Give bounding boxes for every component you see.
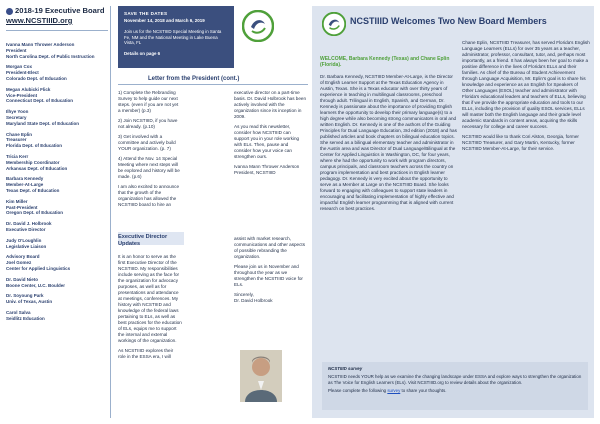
board-member-role: Boone Center, U.C. Boulder — [6, 282, 66, 288]
logo-icon — [6, 8, 13, 15]
director-closing: Sincerely, — [234, 292, 254, 297]
executive-board-sidebar — [6, 6, 111, 418]
letter-paragraph: 4) Attend the Nov. 14 Special Meeting where next steps will be explored and history will be made. (p.6) — [118, 156, 180, 179]
website-link[interactable]: www.NCSTIIID.org — [6, 16, 73, 25]
board-member — [6, 87, 108, 104]
banner-dates: November 14, 2018 and March 6, 2019 — [124, 18, 205, 23]
letter-paragraph: 2) Join NCSTIIID, if you have not already. (p.10) — [118, 118, 178, 129]
board-member-role: Past-President — [6, 204, 38, 210]
director-column-1 — [118, 254, 182, 364]
board-member-role: Univ. of Texas, Austin — [6, 299, 53, 305]
board-member-role: Secretary — [6, 114, 27, 120]
board-member — [6, 109, 108, 126]
board-member-org: North Carolina Dept. of Public Instruction — [6, 53, 95, 59]
survey-body: NCSTIIID needs YOUR help as we examine the changing landscape under ESSA and explore ways to strengthen the organization as The Voice for English Learners (ELs). Visit NCSTIIID.org to review details about the organization. — [328, 373, 582, 385]
board-member-name: Advisory Board — [6, 254, 40, 260]
board-member-org: Texas Dept. of Education — [6, 187, 60, 193]
kennedy-bio: Dr. Barbara Kennedy, NCSTIIID Member-At-Large, is the Director of English Learner Support at the Texas Education Agency in Austin, Texas. She is a Texas educator with over thirty years of experience in teaching in multilingual classrooms, preschool through adult. Trilingual in English, Spanish, and German, Dr. Kennedy is passionate about the importance of providing English learners the opportunity to develop their primary language(s) to a high degree while also becoming strong communicators in oral and written English. Dr. Kennedy is one of the authors of the Guiding Principles for Dual Language Education, 3rd edition (2018) and has published articles and book chapters on bilingual education topics. She served as a bilingual elementary teacher and administrator in the Austin area and was Director of Dual Language/Bilingual at the Center for Applied Linguistics in Washington, DC, for four years, where she had the opportunity to work with program directors, campus principals, and classroom teachers across the country on program implementation and best practices in English learner pedagogy. Dr. Kennedy is very excited about the opportunity to serve as a Member at Large on the NCSTIIID Board. She looks forward to engaging with colleagues to support state leaders in encouraging and facilitating implementation of highly effective and impactful English learner programming that is aligned with current research on best practices. — [320, 74, 457, 212]
director-column-2 — [234, 236, 306, 308]
board-title: 2018-19 Executive Board — [15, 6, 105, 15]
board-member — [6, 221, 108, 233]
board-member-role: Executive Director — [6, 226, 46, 232]
survey-cta-text: Please complete the following — [328, 388, 387, 394]
thanks-paragraph: NCSTIIID would like to thank Cori Alston, Georgia, former NCSTIIID Treasurer, and Gary Martin, Kentucky, former NCSTIIID Member-At-Large, for their service. — [462, 134, 579, 151]
survey-callout — [322, 362, 588, 410]
board-member — [6, 293, 108, 305]
letter-paragraph: 1) Complete the Rebranding Survey to help guide our next steps. (even if you are not yet a member) (p.3) — [118, 90, 179, 113]
board-member-role: President-Elect — [6, 70, 39, 76]
board-member — [6, 42, 108, 59]
board-member-name: Kim Miller — [6, 198, 28, 204]
kennedy-column — [320, 56, 458, 216]
board-member-name: Barbara Kennedy — [6, 176, 44, 182]
board-member-role: Treasurer — [6, 137, 27, 143]
divider — [6, 30, 108, 31]
board-member-name: Judy O'Loughlin — [6, 237, 42, 243]
board-member — [6, 277, 108, 289]
board-member — [6, 254, 108, 271]
board-member-role: Joel Gomez — [6, 260, 32, 266]
letter-paragraph: As you read this newsletter, consider how NCSTIIID can support you in your role working with ELs. Then, pause and consider how your voice can strengthen ours. — [234, 124, 300, 159]
board-member-role: Legislative Liaison — [6, 243, 47, 249]
director-paragraph: Please join us in November and throughout the year as we strengthen the NCSTIIID voice for ELs. — [234, 264, 303, 287]
board-member-org: Center for Applied Linguistics — [6, 265, 71, 271]
letter-heading: Letter from the President (cont.) — [148, 76, 240, 82]
board-member-name: Carol Salva — [6, 309, 31, 315]
board-member-role: Membership Coordinator — [6, 159, 60, 165]
ncstiiid-logo-icon — [242, 10, 274, 42]
board-member — [6, 310, 108, 322]
survey-title: NCSTIIID survey — [328, 366, 363, 371]
board-member-name: Tricia Kerr — [6, 153, 29, 159]
board-member — [6, 132, 108, 149]
banner-body: Join us for the NCSTIIID Special Meeting in Santa Fe, NM and the National Meeting in Lake Buena Vista, FL — [124, 29, 222, 46]
board-member-role: Seidlitz Education — [6, 315, 45, 321]
board-member-name: Megan Alubicki Flick — [6, 86, 51, 92]
board-member — [6, 199, 108, 216]
director-paragraph: assist with market research, communications and other aspects of possible rebranding the organization. — [234, 236, 305, 259]
board-member-org: Arkansas Dept. of Education — [6, 165, 68, 171]
eplin-column — [462, 40, 590, 156]
board-member-name: Dr. Soyoung Park — [6, 293, 44, 299]
board-member-name: Morgan Cox — [6, 64, 33, 70]
board-member-name: Dr. David J. Holbrook — [6, 221, 52, 227]
board-member-org: Colorado Dept. of Education — [6, 75, 67, 81]
letter-column-2 — [234, 90, 306, 180]
letter-signature-title: President, NCSTIIID — [234, 170, 276, 175]
survey-cta — [328, 388, 582, 394]
board-member-org: Florida Dept. of Education — [6, 143, 62, 149]
board-member-role: President — [6, 47, 27, 53]
board-member-role: Member-At-Large — [6, 182, 44, 188]
welcome-line: WELCOME, Barbara Kennedy (Texas) and Chane Eplin (Florida). — [320, 56, 450, 69]
letter-column-1 — [118, 90, 182, 212]
director-photo — [240, 350, 282, 402]
board-member — [6, 238, 108, 250]
board-member-name: Ilhye Yoon — [6, 109, 29, 115]
director-paragraph: As NCSTIIID explores their role in the ESSA era, I will — [118, 348, 174, 359]
page-title: NCSTIIID Welcomes Two New Board Members — [350, 16, 547, 26]
board-member — [6, 154, 108, 171]
letter-signature: Ivanna Mann Thrower Anderson — [234, 164, 300, 169]
divider — [118, 84, 308, 85]
eplin-bio: Chane Eplin, NCSTIIID Treasurer, has served Florida's English Language Learners (ELLs) for over 35 years as a teacher, administrator, professor, consultant, tutor, and, perhaps most importantly, as a friend. It has always been her goal to make a positive difference in the lives of Florida's ELLs and their families. As chief of the Bureau of Student Achievement through Language Acquisition, Mr. Eplin's goal is to share his knowledge and experience as an English for Speakers of Other Languages (ESOL) teacher and administrator with Florida's educational leaders and teachers of ELLs, believing that if we provide the appropriate education and tools to our ELLs, including the provision of quality ESOL services, ELLs will master both the English language and their grade level academic standards in content areas, acquiring the skills necessary for college and career success. — [462, 40, 590, 129]
board-member — [6, 64, 108, 81]
board-member-name: Chane Eplin — [6, 131, 33, 137]
board-member-list — [6, 42, 108, 326]
board-member-org: Maryland State Dept. of Education — [6, 120, 80, 126]
letter-paragraph: executive director on a part-time basis. Dr. David Holbrook has been actively involved with the organization since its inception in 2009. — [234, 90, 307, 119]
ncstiiid-logo-icon — [322, 12, 346, 36]
board-member-org: Connecticut Dept. of Education — [6, 98, 73, 104]
board-member-role: Vice-President — [6, 92, 38, 98]
save-the-dates-banner — [118, 6, 234, 68]
board-member — [6, 176, 108, 193]
board-member-name: Ivanna Mann Thrower Anderson — [6, 42, 75, 47]
banner-details: Details on page 6 — [124, 50, 161, 56]
board-member-name: Dr. David Nieto — [6, 276, 39, 282]
letter-paragraph: I am also excited to announce that the growth of the organization has allowed the NCSTIIID board to hire an — [118, 184, 180, 207]
director-heading: Executive Director Updates — [118, 234, 168, 247]
survey-cta-text: to share your thoughts. — [401, 388, 447, 394]
letter-paragraph: 3) Get involved with a committee and actively build YOUR organization. (p. 7) — [118, 134, 176, 151]
survey-link[interactable]: survey — [387, 388, 401, 394]
director-signature: Dr. David Holbrook — [234, 298, 273, 303]
board-member-org: Oregon Dept. of Education — [6, 210, 63, 216]
director-paragraph: It is an honor to serve as the first Executive Director of the NCSTIIID. My responsibilities include serving as the face for the organization for advocacy purposes, as well as for presentations and attendance at meetings, conferences. My history with NCSTIIID and knowledge of the federal laws pertaining to ELs, as well as best practices for the education of ELs, equips me to support the internal and external workings of the organization. — [118, 254, 182, 343]
banner-heading: SAVE THE DATES — [124, 11, 168, 16]
